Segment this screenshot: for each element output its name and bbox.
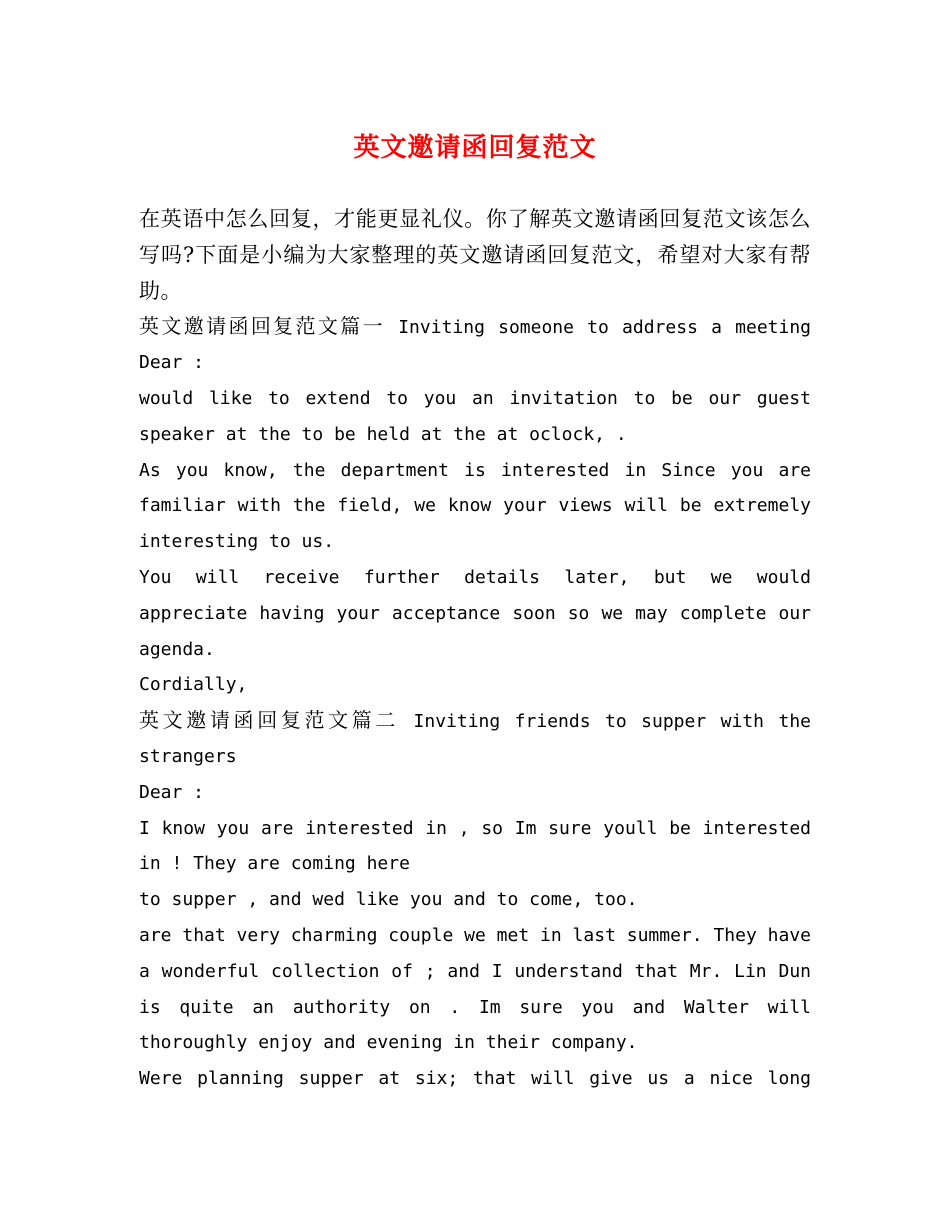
paragraph-line: I know you are interested in , so Im sure youll be interested bbox=[139, 817, 811, 839]
paragraph-line: in ! They are coming here bbox=[139, 853, 410, 875]
paragraph-line: to supper , and wed like you and to come, too. bbox=[139, 889, 638, 911]
paragraph-line: is quite an authority on . Im sure you and Walter will bbox=[139, 996, 811, 1018]
section-heading-en: Inviting friends to supper with the bbox=[413, 711, 811, 733]
paragraph-line: are that very charming couple we met in last summer. They have bbox=[139, 924, 811, 946]
paragraph-line: interesting to us. bbox=[139, 531, 335, 553]
section-heading-1 bbox=[139, 309, 811, 345]
paragraph-line: Dear : bbox=[139, 352, 205, 374]
document-body bbox=[139, 202, 811, 1097]
section-heading-continuation: strangers bbox=[139, 745, 237, 767]
intro-line: 在英语中怎么回复，才能更显礼仪。你了解英文邀请函回复范文该怎么 bbox=[139, 207, 811, 231]
paragraph-line: You will receive further details later, but we would bbox=[139, 566, 811, 588]
paragraph-line: would like to extend to you an invitation to be our guest bbox=[139, 387, 811, 409]
paragraph-line: a wonderful collection of ; and I understand that Mr. Lin Dun bbox=[139, 960, 811, 982]
paragraph-line: As you know, the department is interested in Since you are bbox=[139, 459, 811, 481]
paragraph-line: familiar with the field, we know your views will be extremely bbox=[139, 495, 811, 517]
intro-line: 助。 bbox=[139, 278, 182, 303]
paragraph-line: Cordially, bbox=[139, 674, 248, 696]
paragraph-line: thoroughly enjoy and evening in their company. bbox=[139, 1032, 638, 1054]
section-heading-zh: 英文邀请函回复范文篇一 bbox=[139, 314, 386, 339]
paragraph-line: Dear : bbox=[139, 781, 205, 803]
paragraph-line: appreciate having your acceptance soon so we may complete our bbox=[139, 602, 811, 624]
section-heading-2 bbox=[139, 703, 811, 739]
paragraph-line: agenda. bbox=[139, 638, 215, 660]
section-heading-zh: 英文邀请函回复范文篇二 bbox=[139, 708, 400, 733]
intro-line: 写吗?下面是小编为大家整理的英文邀请函回复范文，希望对大家有帮 bbox=[139, 242, 811, 267]
paragraph-line: Were planning supper at six; that will give us a nice long bbox=[139, 1068, 811, 1090]
document-title: 英文邀请函回复范文 bbox=[353, 133, 597, 163]
section-heading-en: Inviting someone to address a meeting bbox=[398, 317, 811, 339]
paragraph-line: speaker at the to be held at the at oclock, . bbox=[139, 423, 627, 445]
